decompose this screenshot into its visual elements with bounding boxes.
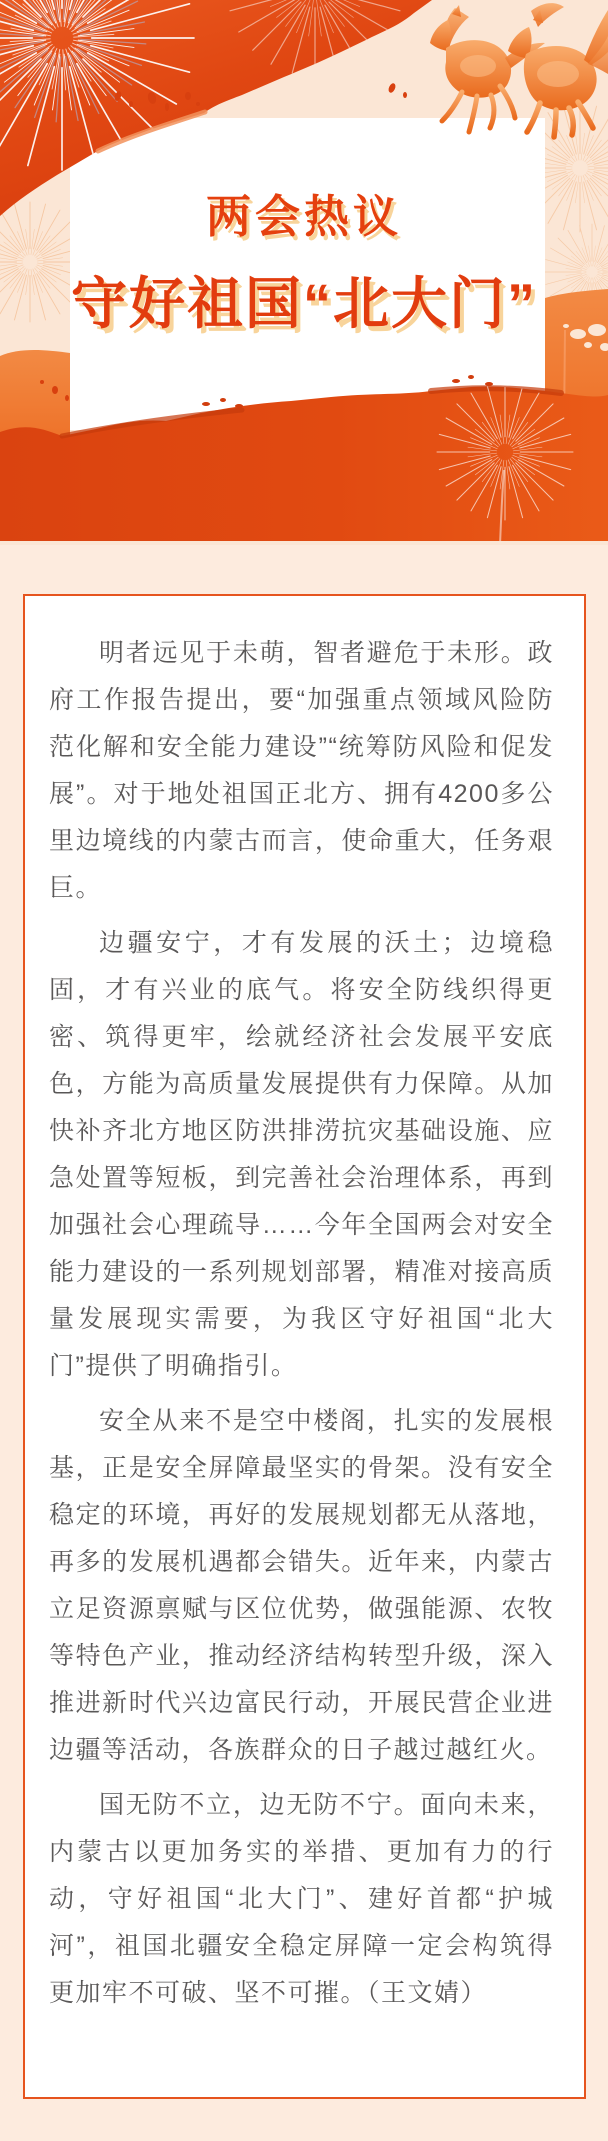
banner-titles <box>0 0 608 545</box>
page-title: 守好祖国“北大门” <box>71 272 537 335</box>
article-section <box>0 545 608 2141</box>
paragraph: 安全从来不是空中楼阁，扎实的发展根基，正是安全屏障最坚实的骨架。没有安全稳定的环境，再好的发展规划都无从落地，再多的发展机遇都会错失。近年来，内蒙古立足资源禀赋与区位优势，做强能源、农牧等特色产业，推动经济结构转型升级，深入推进新时代兴边富民行动，开展民营企业进边疆等活动，各族群众的日子越过越红火。 <box>49 1407 554 1764</box>
paragraph: 明者远见于未萌，智者避危于未形。政府工作报告提出，要“加强重点领域风险防范化解和安全能力建设”“统筹防风险和促发展”。对于地处祖国正北方、拥有4200多公里边境线的内蒙古而言，使命重大，任务艰巨。 <box>49 639 554 902</box>
kicker: 两会热议 <box>205 191 402 242</box>
paragraph: 边疆安宁，才有发展的沃土；边境稳固，才有兴业的底气。将安全防线织得更密、筑得更牢，绘就经济社会发展平安底色，方能为高质量发展提供有力保障。从加快补齐北方地区防洪排涝抗灾基础设施、应急处置等短板，到完善社会治理体系，再到加强社会心理疏导……今年全国两会对安全能力建设的一系列规划部署，精准对接高质量发展现实需要，为我区守好祖国“北大门”提供了明确指引。 <box>49 929 554 1380</box>
article-card <box>23 594 586 2099</box>
header-banner <box>0 0 608 545</box>
paragraph: 国无防不立，边无防不宁。面向未来，内蒙古以更加务实的举措、更加有力的行动，守好祖国“北大门”、建好首都“护城河”，祖国北疆安全稳定屏障一定会构筑得更加牢不可破、坚不可摧。（王文婧） <box>49 1791 554 2007</box>
